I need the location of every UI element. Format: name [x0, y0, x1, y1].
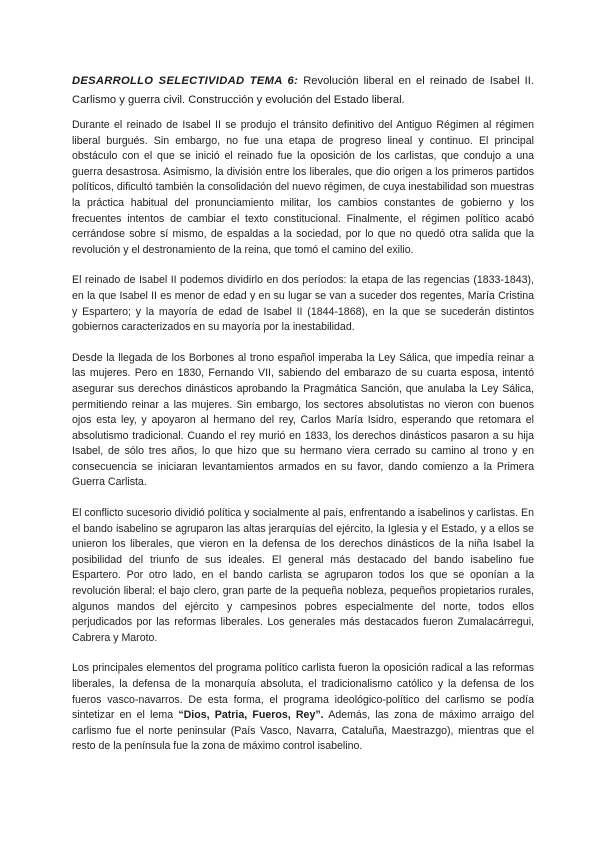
paragraph-2: El reinado de Isabel II podemos dividirlo en dos períodos: la etapa de las regencias (1833-1843), en la que Isabel II es menor de edad y en su lugar se van a suceder dos regentes, María Cristina y Espartero; y la mayoría de edad de Isabel II (1844-1868), en la que se sucederán distintos gobiernos caracterizados en su mayoría por la inestabilidad. — [72, 274, 534, 334]
heading-label: DESARROLLO SELECTIVIDAD TEMA 6: — [72, 75, 299, 87]
document-body — [72, 118, 534, 770]
paragraph-4: El conflicto sucesorio dividió política y socialmente al país, enfrentando a isabelinos y carlistas. En el bando isabelino se agruparon las altas jerarquías del ejército, la Iglesia y el Estado, y a ellos se unieron los liberales, que vieron en la defensa de los derechos dinásticos de la niña Isabel la posibilidad del triunfo de sus ideales. El general más destacado del bando isabelino fue Espartero. Por otro lado, en el bando carlista se agruparon todos los que se oponían a la revolución liberal: el bajo clero, gran parte de la pequeña nobleza, pequeños propietarios rurales, algunos mandos del ejército y campesinos pobres especialmente del norte, todos ellos perjudicados por las reformas liberales. Los generales más destacados fueron Zumalacárregui, Cabrera y Maroto. — [72, 507, 534, 644]
paragraph-1: Durante el reinado de Isabel II se produjo el tránsito definitivo del Antiguo Régimen al régimen liberal burgués. Sin embargo, no fue una etapa de progreso lineal y continuo. El principal obstáculo con el que se inició el reinado fue la oposición de los carlistas, que condujo a una guerra desastrosa. Asimismo, la división entre los liberales, que dio origen a los primeros partidos políticos, dificultó también la consolidación del nuevo régimen, de cuya inestabilidad son muestras la práctica habitual del pronunciamiento militar, los cambios constantes de gobierno y los frecuentes intentos de cambiar el texto constitucional. Finalmente, el régimen político acabó cerrándose sobre sí mismo, de espaldas a la sociedad, por lo que no quedó otra salida que la revolución y el destronamiento de la reina, que tomó el camino del exilio. — [72, 119, 534, 256]
paragraph-3: Desde la llegada de los Borbones al trono español imperaba la Ley Sálica, que impedía reinar a las mujeres. Pero en 1830, Fernando VII, sabiendo del embarazo de su cuarta esposa, intentó asegurar sus derechos dinásticos aprobando la Pragmática Sanción, que anulaba la Ley Sálica, permitiendo reinar a las mujeres. Sin embargo, los sectores absolutistas no vieron con buenos ojos esta ley, y apoyaron al hermano del rey, Carlos María Isidro, esperando que retomara el absolutismo tradicional. Cuando el rey murió en 1833, los derechos dinásticos pasaron a su hija Isabel, de sólo tres años, lo que hizo que su hermano viera cerrado su camino al trono y en consecuencia se iniciaran levantamientos armados en su favor, dando comienzo a la Primera Guerra Carlista. — [72, 351, 534, 489]
paragraph-5-rest: Además, las zona de máximo arraigo del carlismo fue el norte peninsular (País Vasco, Navarra, Cataluña, Maestrazgo), mientras que el resto de la península fue la zona de máximo control isabelino. — [72, 709, 534, 753]
heading-title: Revolución liberal en el reinado de Isabel II. Carlismo y guerra civil. Construcción y evolución del Estado liberal. — [72, 75, 534, 106]
paragraph-5-intro: Los principales elementos del programa político carlista fueron la oposición radical a las reformas liberales, la defensa de la monarquía absoluta, el tradicionalismo católico y la defensa de los fueros vasco-navarros. De esta forma, el programa ideológico-político del carlismo se podía sintetizar en el lema — [72, 662, 534, 722]
document-heading — [72, 72, 534, 110]
paragraph-5 — [72, 661, 534, 755]
carlist-motto: “Dios, Patria, Fueros, Rey”. — [178, 709, 324, 722]
